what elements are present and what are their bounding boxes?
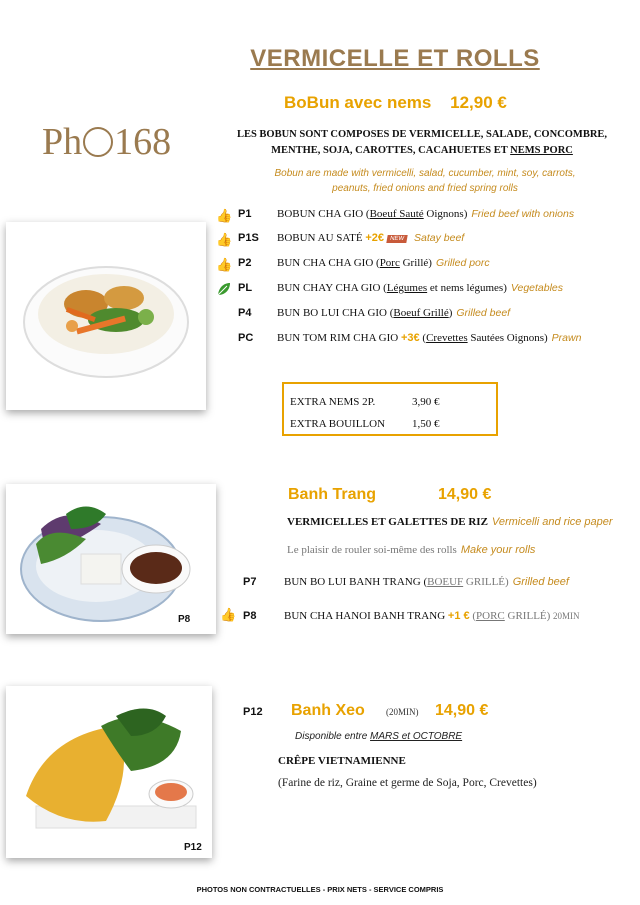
thumbs-up-icon: 👍 [220, 607, 237, 622]
banh-xeo-price: 14,90 € [435, 702, 489, 719]
item-name-post: Sautées Oignons) [467, 332, 548, 344]
thumbs-up-icon: 👍 [216, 208, 233, 223]
photo-label: P8 [178, 614, 191, 625]
item-name [277, 232, 464, 244]
item-supplement: +1 € [447, 610, 470, 622]
item-name-en: Grilled porc [435, 257, 490, 269]
item-name [277, 257, 490, 269]
page-title: VERMICELLE ET ROLLS [250, 45, 540, 72]
bobun-price: 12,90 € [450, 93, 507, 112]
extra-row [290, 391, 496, 413]
extras-box [282, 382, 498, 436]
item-name-pre: BOBUN CHA GIO ( [277, 208, 370, 220]
menu-item-p7 [243, 576, 633, 592]
photo-label: P12 [184, 842, 202, 853]
banh-trang-plate-illustration [6, 484, 216, 634]
banh-trang-sub-en: Vermicelli and rice paper [491, 516, 613, 528]
new-badge: NEW [386, 235, 407, 243]
footer-note: PHOTOS NON CONTRACTUELLES - PRIX NETS - SERVICE COMPRIS [196, 885, 444, 894]
item-name [277, 208, 574, 220]
item-name-post: et nems légumes) [427, 282, 507, 294]
item-name [277, 307, 510, 319]
extra-row [290, 413, 496, 435]
item-supplement: +2€ [365, 232, 384, 244]
thumbs-up-icon: 👍 [216, 257, 233, 272]
item-name [277, 282, 563, 294]
item-name-post: Grillé) [399, 257, 432, 269]
banh-trang-heading: Banh Trang [288, 486, 377, 503]
item-name [284, 576, 569, 588]
bobun-heading-label: BoBun avec nems [284, 93, 432, 112]
bobun-desc-fr-line2: MENTHE, SOJA, CAROTTES, CACAHUETES ET [271, 145, 508, 156]
item-duration: 20MIN [553, 611, 580, 621]
item-code: PC [238, 332, 254, 344]
bowl-icon [83, 127, 113, 157]
item-name-underlined: Boeuf Sauté [369, 208, 424, 220]
item-code: P8 [243, 610, 257, 622]
menu-item-p4 [0, 307, 640, 329]
item-code: P2 [238, 257, 252, 269]
item-name-pre: BUN CHAY CHA GIO ( [277, 282, 387, 294]
item-name-post: GRILLÉ) [463, 576, 509, 588]
item-name-paren: ( [419, 332, 427, 344]
item-name-pre: BUN CHA HANOI BANH TRANG [284, 610, 448, 622]
menu-item-p1s [0, 232, 640, 254]
banh-trang-plaisir-fr: Le plaisir de rouler soi-même des rolls [287, 544, 457, 556]
thumbs-up-icon: 👍 [216, 232, 233, 247]
item-name-en: Vegetables [510, 282, 564, 294]
item-name-post: Oignons) [423, 208, 468, 220]
item-code: P1 [238, 208, 252, 220]
banh-trang-plaisir [287, 544, 535, 556]
banh-trang-sub-fr: VERMICELLES ET GALETTES DE RIZ [287, 516, 488, 528]
menu-item-p2 [0, 257, 640, 279]
menu-item-p8 [243, 610, 633, 626]
item-name-underlined: Crevettes [426, 332, 468, 344]
banh-xeo-duration: (20MIN) [386, 707, 419, 717]
item-supplement: +3€ [400, 332, 420, 344]
banh-xeo-heading: Banh Xeo [291, 702, 365, 719]
banh-xeo-code: P12 [243, 706, 263, 718]
item-name-underlined: Légumes [386, 282, 428, 294]
menu-item-pl [0, 282, 640, 304]
bobun-description-en [240, 166, 610, 196]
banh-xeo-availability [295, 731, 462, 742]
extra-price: 1,50 € [412, 418, 440, 430]
item-name [277, 332, 581, 344]
bobun-heading [284, 93, 507, 113]
item-code: P4 [238, 307, 252, 319]
extra-label: EXTRA BOUILLON [290, 418, 386, 430]
bobun-desc-en-line2: peanuts, fried onions and fried spring rolls [332, 183, 518, 194]
item-name-underlined: BOEUF [427, 576, 464, 588]
item-name-en: Grilled beef [512, 576, 569, 588]
logo-text-right: 168 [114, 121, 172, 163]
banh-trang-price: 14,90 € [438, 486, 492, 503]
item-name-post: GRILLÉ) [504, 610, 551, 622]
banh-xeo-plate-illustration [6, 686, 212, 858]
item-code: PL [238, 282, 253, 294]
item-code: P7 [243, 576, 257, 588]
banh-xeo-ingredients: (Farine de riz, Graine et germe de Soja, Porc, Crevettes) [278, 777, 537, 789]
item-name-post: ) [448, 307, 453, 319]
restaurant-logo [42, 120, 171, 164]
item-name-en: Prawn [551, 332, 582, 344]
item-name-pre: BUN BO LUI BANH TRANG ( [284, 576, 428, 588]
item-code: P1S [238, 232, 259, 244]
item-name-en: Fried beef with onions [471, 208, 575, 220]
item-name-underlined: Boeuf Grillé [393, 307, 449, 319]
item-name-underlined: Porc [379, 257, 400, 269]
logo-text-left: Ph [42, 121, 83, 163]
item-name-en: Satay beef [414, 232, 465, 244]
banh-trang-subtitle [287, 516, 613, 528]
availability-months: MARS et OCTOBRE [370, 731, 463, 742]
item-name-en: Grilled beef [456, 307, 511, 319]
banh-xeo-photo [6, 686, 212, 858]
banh-trang-plaisir-en: Make your rolls [460, 544, 536, 556]
item-name-pre: BUN CHA CHA GIO ( [277, 257, 380, 269]
menu-item-p1 [0, 208, 640, 230]
item-name-pre: BOBUN AU SATÉ [277, 232, 366, 244]
bobun-description-fr [222, 127, 622, 159]
menu-item-pc [0, 332, 640, 354]
item-name-underlined: PORC [476, 610, 505, 622]
leaf-icon [216, 282, 232, 298]
bobun-desc-fr-line1: LES BOBUN SONT COMPOSES DE VERMICELLE, SALADE, CONCOMBRE, [236, 129, 608, 140]
item-name-pre: BUN BO LUI CHA GIO ( [277, 307, 394, 319]
banh-xeo-crepe: CRÊPE VIETNAMIENNE [278, 755, 406, 767]
availability-pre: Disponible entre [295, 731, 371, 742]
extra-price: 3,90 € [412, 396, 440, 408]
item-name: BUN CHA HANOI BANH TRANG +1 € (PORC GRILLÉ) 20MIN [284, 610, 580, 622]
extra-label: EXTRA NEMS 2P. [290, 396, 376, 408]
bobun-desc-en-line1: Bobun are made with vermicelli, salad, cucumber, mint, soy, carrots, [274, 168, 576, 179]
bobun-desc-fr-nems: NEMS PORC [510, 145, 573, 156]
item-name-pre: BUN TOM RIM CHA GIO [277, 332, 401, 344]
banh-trang-photo [6, 484, 216, 634]
